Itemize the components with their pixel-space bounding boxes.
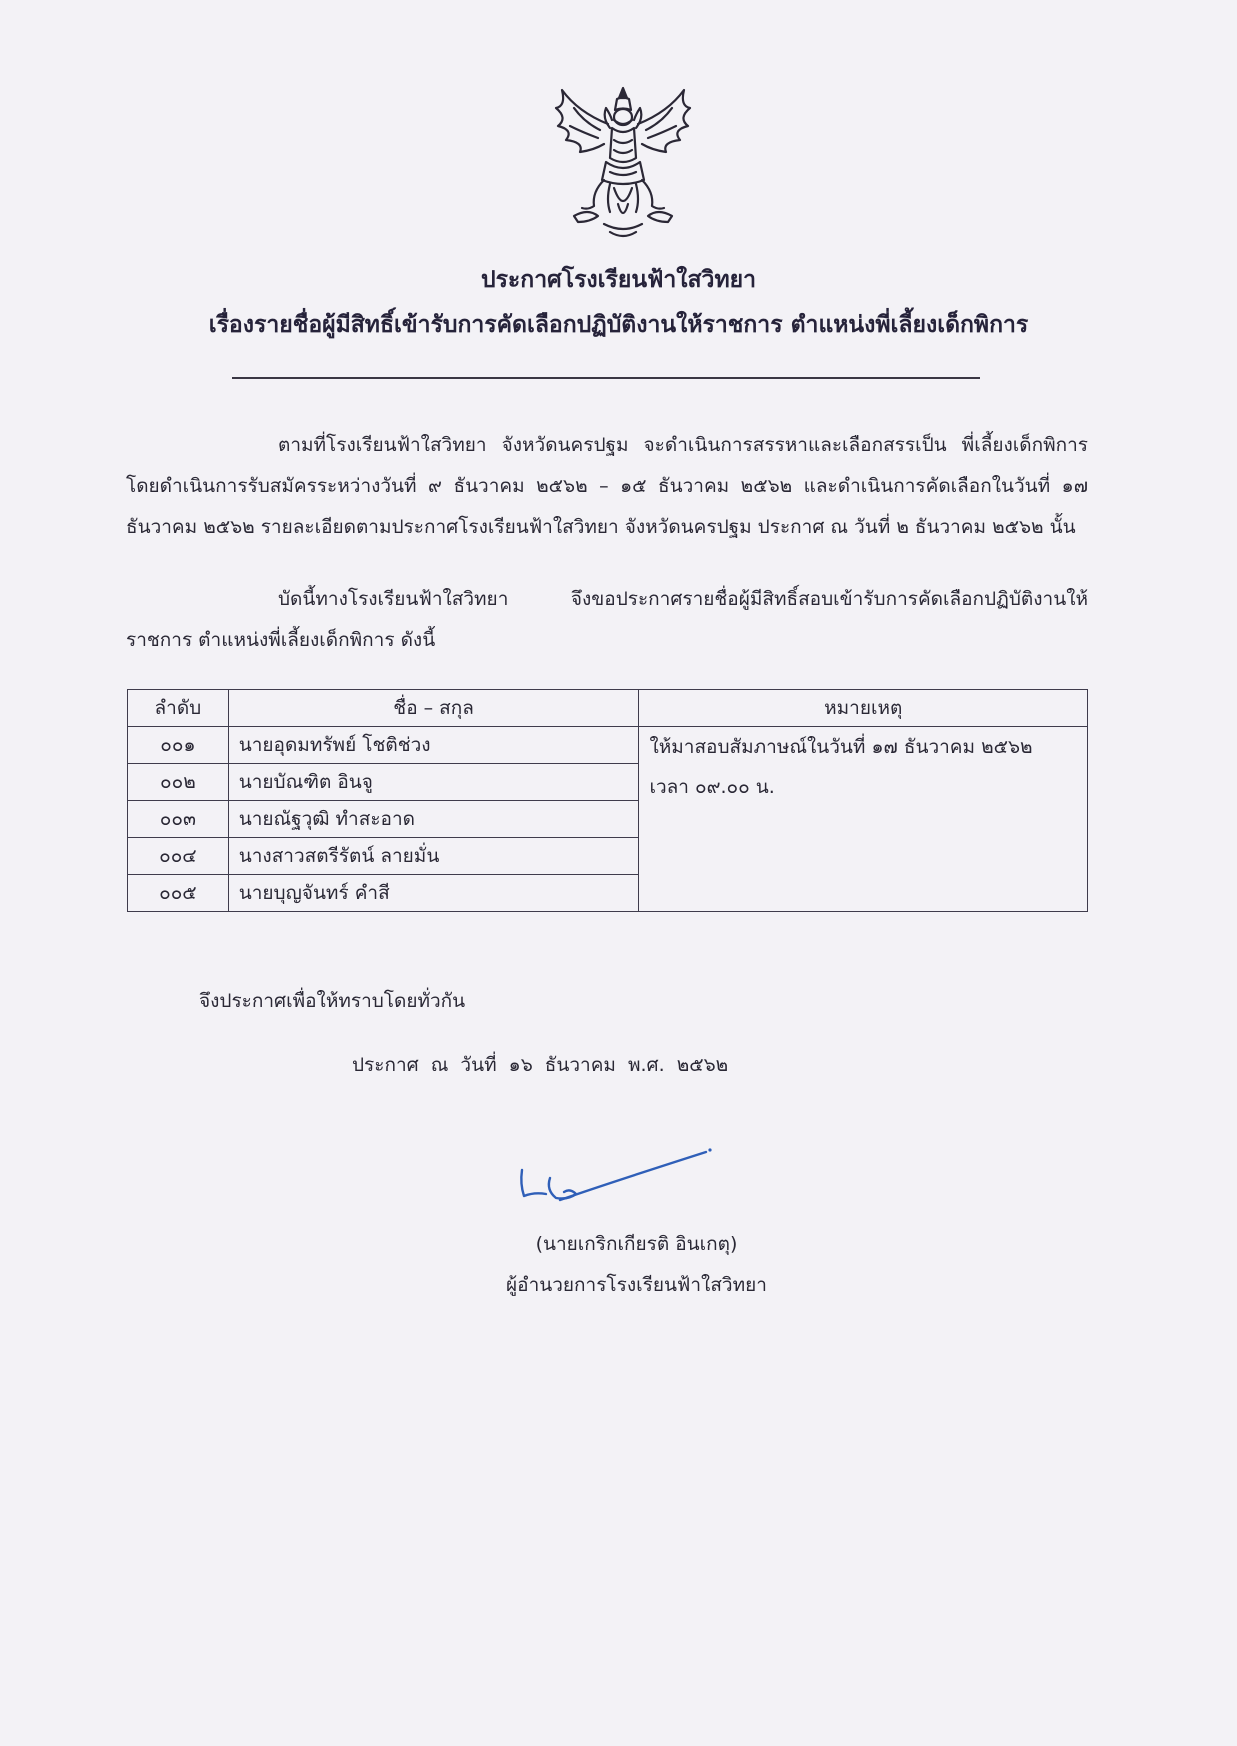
row-name: นายบัณฑิต อินจู	[228, 764, 639, 801]
row-name: นายณัฐวุฒิ ทำสะอาด	[228, 801, 639, 838]
candidate-table	[127, 689, 1088, 912]
remark-line-2: เวลา ๐๙.๐๐ น.	[649, 776, 775, 798]
closing-statement: จึงประกาศเพื่อให้ทราบโดยทั่วกัน	[199, 990, 466, 1012]
announcement-subject: เรื่องรายชื่อผู้มีสิทธิ์เข้ารับการคัดเลือกปฏิบัติงานให้ราชการ ตำแหน่งพี่เลี้ยงเด็กพิการ	[208, 312, 1029, 338]
announcement-title: ประกาศโรงเรียนฟ้าใสวิทยา	[480, 267, 757, 293]
announcement-date: ประกาศ ณ วันที่ ๑๖ ธันวาคม พ.ศ. ๒๕๖๒	[352, 1054, 729, 1076]
header-name: ชื่อ – สกุล	[228, 690, 639, 727]
row-name: นายอุดมทรัพย์ โชติช่วง	[228, 727, 639, 764]
remark-cell	[639, 727, 1088, 912]
header-order: ลำดับ	[128, 690, 229, 727]
row-number: ๐๐๑	[128, 727, 229, 764]
row-number: ๐๐๔	[128, 838, 229, 875]
row-number: ๐๐๓	[128, 801, 229, 838]
signer-position: ผู้อำนวยการโรงเรียนฟ้าใสวิทยา	[506, 1274, 767, 1296]
row-number: ๐๐๒	[128, 764, 229, 801]
table-row	[128, 727, 1088, 764]
body-paragraph-2: บัดนี้ทางโรงเรียนฟ้าใสวิทยา จึงขอประกาศรายชื่อผู้มีสิทธิ์สอบเข้ารับการคัดเลือกปฏิบัติงานให้ราชการ ตำแหน่งพี่เลี้ยงเด็กพิการ ดังนี้	[126, 588, 1088, 651]
row-name: นางสาวสตรีรัตน์ ลายมั่น	[228, 838, 639, 875]
row-number: ๐๐๕	[128, 875, 229, 912]
title-divider	[232, 377, 980, 379]
signer-name: (นายเกริกเกียรติ อินเกตุ)	[535, 1233, 738, 1255]
garuda-emblem-icon	[548, 84, 698, 242]
handwritten-signature-icon	[516, 1144, 716, 1214]
body-paragraph-1: ตามที่โรงเรียนฟ้าใสวิทยา จังหวัดนครปฐม จะดำเนินการสรรหาและเลือกสรรเป็น พี่เลี้ยงเด็กพิการ โดยดำเนินการรับสมัครระหว่างวันที่ ๙ ธันวาคม ๒๕๖๒ – ๑๕ ธันวาคม ๒๕๖๒ และดำเนินการคัดเลือกในวันที่ ๑๗ ธันวาคม ๒๕๖๒ รายละเอียดตามประกาศโรงเรียนฟ้าใสวิทยา จังหวัดนครปฐม ประกาศ ณ วันที่ ๒ ธันวาคม ๒๕๖๒ นั้น	[126, 434, 1088, 538]
header-remark: หมายเหตุ	[639, 690, 1088, 727]
table-header-row	[128, 690, 1088, 727]
remark-line-1: ให้มาสอบสัมภาษณ์ในวันที่ ๑๗ ธันวาคม ๒๕๖๒	[649, 736, 1033, 758]
row-name: นายบุญจันทร์ คำสี	[228, 875, 639, 912]
